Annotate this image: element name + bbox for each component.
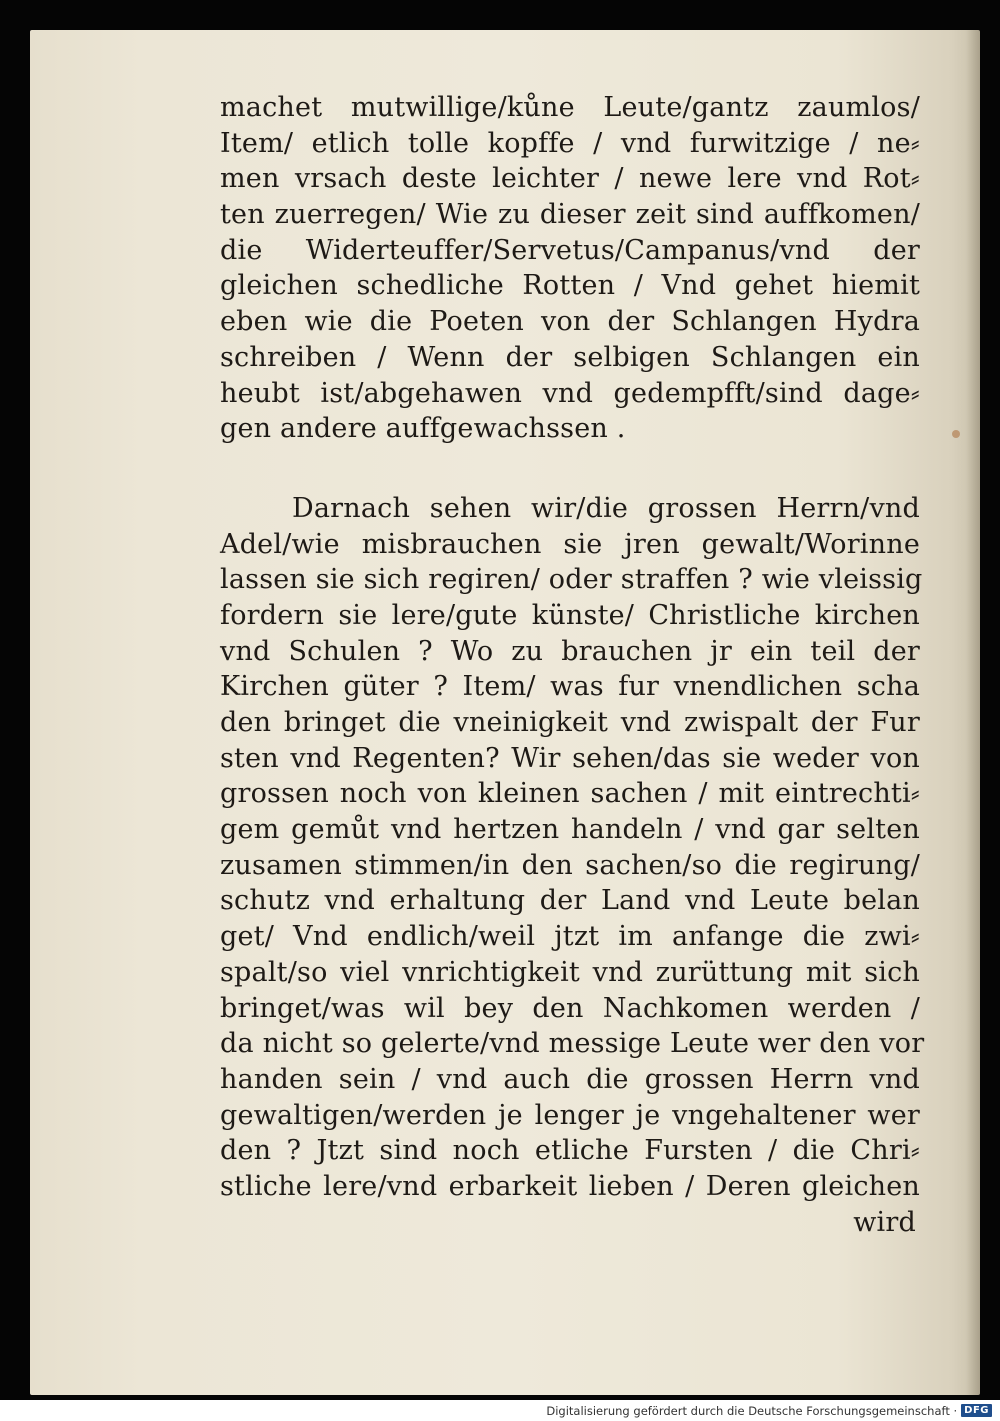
text-line: zusamen stimmen/in den sachen/so die regirung/ (220, 849, 920, 881)
text-line: gewaltigen/werden je lenger je vngehaltener wer (220, 1099, 920, 1131)
ink-spot (952, 430, 960, 438)
dfg-logo: DFG (961, 1404, 992, 1417)
text-line: bringet/was wil bey den Nachkomen werden / (220, 992, 920, 1024)
text-line: vnd Schulen ? Wo zu brauchen jr ein teil der (220, 635, 920, 667)
text-line: lassen sie sich regiren/ oder straffen ? wie vleissig (220, 564, 923, 596)
text-line: grossen noch von kleinen sachen / mit eintrechti⸗ (220, 778, 920, 810)
text-line: Item/ etlich tolle kopffe / vnd furwitzige / ne⸗ (220, 127, 920, 159)
text-line: stliche lere/vnd erbarkeit lieben / Deren gleichen (220, 1170, 920, 1202)
text-line: da nicht so gelerte/vnd messige Leute wer den vor (220, 1028, 925, 1060)
funding-notice: Digitalisierung gefördert durch die Deutsche Forschungsgemeinschaft · (546, 1403, 958, 1418)
text-line: Darnach sehen wir/die grossen Herrn/vnd (292, 492, 920, 524)
text-line: fordern sie lere/gute künste/ Christliche kirchen (220, 599, 920, 631)
text-line: heubt ist/abgehawen vnd gedempfft/sind dage⸗ (220, 377, 920, 409)
catchword: wird (853, 1206, 916, 1238)
paragraph-1 (220, 90, 920, 447)
text-line: Kirchen güter ? Item/ was fur vnendlichen scha (220, 671, 920, 703)
text-line: gen andere auffgewachssen . (220, 413, 626, 445)
book-page (30, 30, 980, 1395)
text-line: handen sein / vnd auch die grossen Herrn vnd (220, 1063, 920, 1095)
text-line: schreiben / Wenn der selbigen Schlangen ein (220, 341, 920, 373)
text-line: spalt/so viel vnrichtigkeit vnd zurüttung mit sich (220, 956, 920, 988)
text-line: machet mutwillige/kůne Leute/gantz zaumlos/ (220, 92, 920, 123)
page-text-block (220, 90, 925, 1241)
footer-bar (0, 1400, 1000, 1421)
text-line: die Widerteuffer/Servetus/Campanus/vnd der (220, 234, 920, 266)
text-line: Adel/wie misbrauchen sie jren gewalt/Worinne (220, 528, 920, 560)
text-line: gem gemůt vnd hertzen handeln / vnd gar selten (220, 814, 920, 846)
text-line: sten vnd Regenten? Wir sehen/das sie weder von (220, 742, 920, 774)
text-line: men vrsach deste leichter / newe lere vnd Rot⸗ (220, 163, 920, 195)
text-line: den ? Jtzt sind noch etliche Fursten / die Chri⸗ (220, 1135, 920, 1167)
text-line: get/ Vnd endlich/weil jtzt im anfange die zwi⸗ (220, 921, 920, 953)
text-line: gleichen schedliche Rotten / Vnd gehet hiemit (220, 270, 920, 302)
text-line: ten zuerregen/ Wie zu dieser zeit sind auffkomen/ (220, 199, 920, 231)
text-line: eben wie die Poeten von der Schlangen Hydra (220, 306, 920, 338)
paragraph-2 (220, 491, 925, 1205)
text-line: schutz vnd erhaltung der Land vnd Leute belan (220, 885, 920, 917)
text-line: den bringet die vneinigkeit vnd zwispalt der Fur (220, 707, 920, 738)
